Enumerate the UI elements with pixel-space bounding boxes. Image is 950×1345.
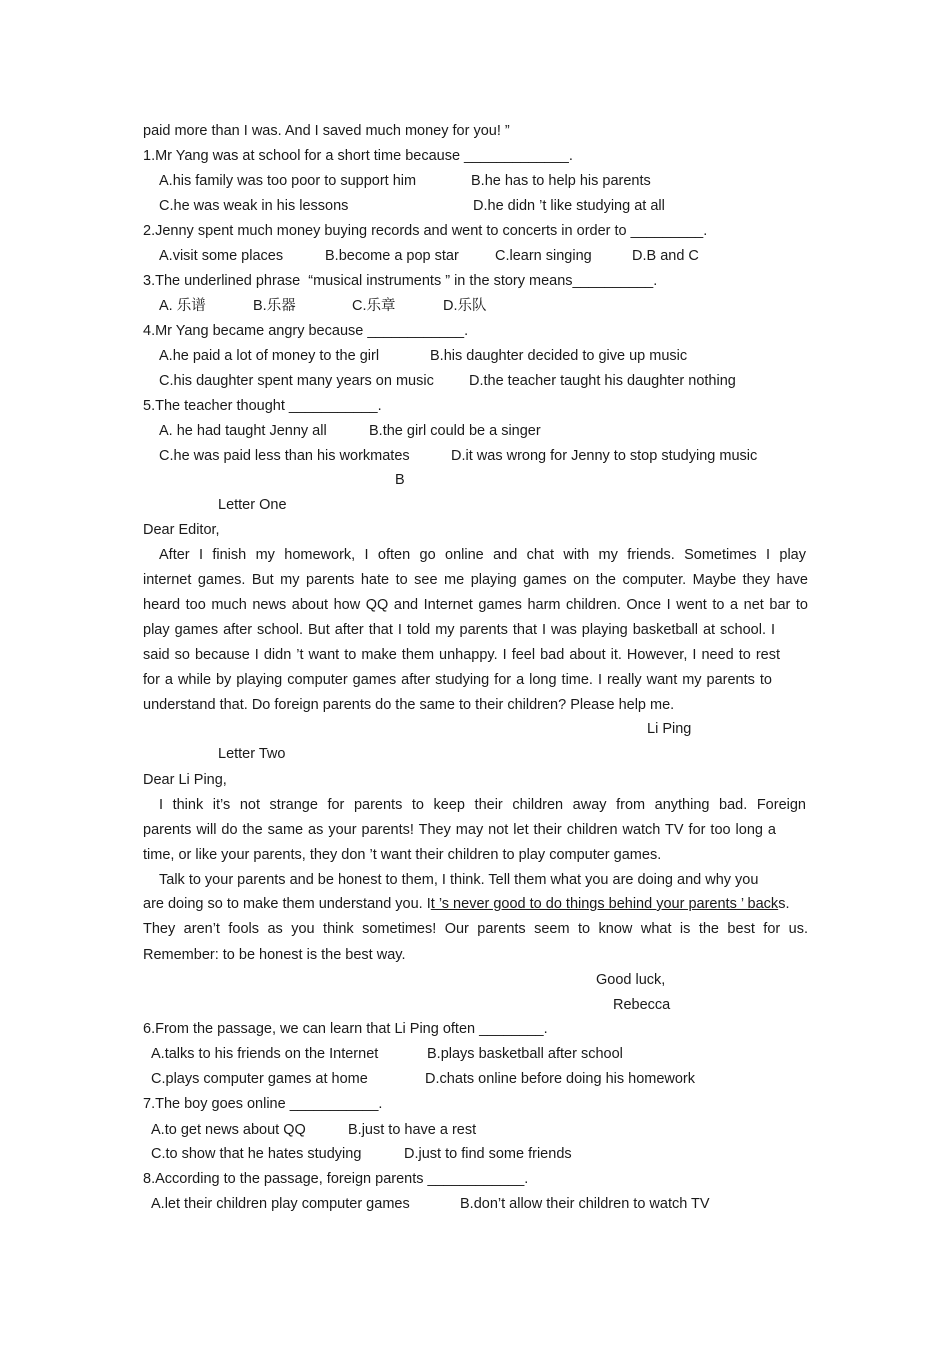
letter-one-line: said so because I didn ’t want to make them unhappy. I feel bad about it. However, I need to rest <box>143 647 780 663</box>
letter-two-heading: Letter Two <box>218 746 286 762</box>
question-4-stem: 4.Mr Yang became angry because ____________. <box>143 323 469 339</box>
letter-two-line: Remember: to be honest is the best way. <box>143 947 406 963</box>
question-3-stem: 3.The underlined phrase “musical instruments ” in the story means__________. <box>143 273 658 289</box>
question-3-option-c: C.乐章 <box>352 298 396 314</box>
letter-two-line: time, or like your parents, they don ’t want their children to play computer games. <box>143 847 662 863</box>
letter-two-line: They aren’t fools as you think sometimes! Our parents seem to know what is the best for us. <box>143 921 808 937</box>
letter-one-line: understand that. Do foreign parents do the same to their children? Please help me. <box>143 697 675 713</box>
question-4-option-b: B.his daughter decided to give up music <box>430 348 688 364</box>
letter-two-closing: Good luck, <box>596 972 666 988</box>
letter-one-heading: Letter One <box>218 497 287 513</box>
question-6-option-d: D.chats online before doing his homework <box>425 1071 696 1087</box>
question-7-option-c: C.to show that he hates studying <box>151 1146 362 1162</box>
question-7-option-a: A.to get news about QQ <box>151 1122 306 1138</box>
letter-two-line <box>143 894 789 914</box>
question-8-stem: 8.According to the passage, foreign parents ____________. <box>143 1171 529 1187</box>
letter-one-line: After I finish my homework, I often go online and chat with my friends. Sometimes I play <box>159 547 806 563</box>
section-b-label: B <box>395 472 405 488</box>
letter-two-line-start: are doing so to make them understand you. I <box>143 896 431 912</box>
continued-text-line: paid more than I was. And I saved much money for you! ” <box>143 123 510 139</box>
question-3-option-d: D.乐队 <box>443 298 487 314</box>
question-1-option-b: B.he has to help his parents <box>471 173 651 189</box>
question-5-option-a: A. he had taught Jenny all <box>159 423 327 439</box>
letter-one-line: heard too much news about how QQ and Internet games harm children. Once I went to a net bar to <box>143 597 808 613</box>
question-2-option-b: B.become a pop star <box>325 248 459 264</box>
letter-one-line: for a while by playing computer games after studying for a long time. I really want my parents to <box>143 672 772 688</box>
letter-two-signature: Rebecca <box>613 997 671 1013</box>
question-7-option-d: D.just to find some friends <box>404 1146 572 1162</box>
question-5-option-b: B.the girl could be a singer <box>369 423 541 439</box>
question-3-option-a: A. 乐谱 <box>159 298 206 314</box>
question-6-option-c: C.plays computer games at home <box>151 1071 368 1087</box>
question-1-option-c: C.he was weak in his lessons <box>159 198 349 214</box>
letter-two-line-end: s. <box>778 896 790 912</box>
question-1-option-a: A.his family was too poor to support him <box>159 173 417 189</box>
letter-one-line: play games after school. But after that I told my parents that I was playing basketball at school. I <box>143 622 775 638</box>
question-7-stem: 7.The boy goes online ___________. <box>143 1096 383 1112</box>
letter-two-greeting: Dear Li Ping, <box>143 772 227 788</box>
letter-one-signature: Li Ping <box>647 721 692 737</box>
question-1-stem: 1.Mr Yang was at school for a short time because _____________. <box>143 148 573 164</box>
question-4-option-c: C.his daughter spent many years on music <box>159 373 434 389</box>
question-2-stem: 2.Jenny spent much money buying records and went to concerts in order to _________. <box>143 223 708 239</box>
question-4-option-d: D.the teacher taught his daughter nothing <box>469 373 736 389</box>
question-5-option-c: C.he was paid less than his workmates <box>159 448 410 464</box>
question-5-stem: 5.The teacher thought ___________. <box>143 398 382 414</box>
question-2-option-a: A.visit some places <box>159 248 284 264</box>
question-6-stem: 6.From the passage, we can learn that Li Ping often ________. <box>143 1021 548 1037</box>
question-5-option-d: D.it was wrong for Jenny to stop studying music <box>451 448 758 464</box>
letter-two-line: Talk to your parents and be honest to them, I think. Tell them what you are doing and why you <box>159 872 759 888</box>
letter-one-greeting: Dear Editor, <box>143 522 220 538</box>
question-8-option-a: A.let their children play computer games <box>151 1196 410 1212</box>
underlined-sentence: t ’s never good to do things behind your parents ’ back <box>430 896 779 912</box>
question-6-option-a: A.talks to his friends on the Internet <box>151 1046 379 1062</box>
letter-two-line: parents will do the same as your parents! They may not let their children watch TV for too long a <box>143 822 776 838</box>
question-7-option-b: B.just to have a rest <box>348 1122 477 1138</box>
question-1-option-d: D.he didn ’t like studying at all <box>473 198 665 214</box>
question-4-option-a: A.he paid a lot of money to the girl <box>159 348 380 364</box>
letter-two-line: I think it’s not strange for parents to keep their children away from anything bad. Foreign <box>159 797 806 813</box>
question-2-option-d: D.B and C <box>632 248 699 264</box>
question-2-option-c: C.learn singing <box>495 248 592 264</box>
question-6-option-b: B.plays basketball after school <box>427 1046 623 1062</box>
letter-one-line: internet games. But my parents hate to see me playing games on the computer. Maybe they have <box>143 572 808 588</box>
question-3-option-b: B.乐器 <box>253 298 296 314</box>
question-8-option-b: B.don’t allow their children to watch TV <box>460 1196 710 1212</box>
